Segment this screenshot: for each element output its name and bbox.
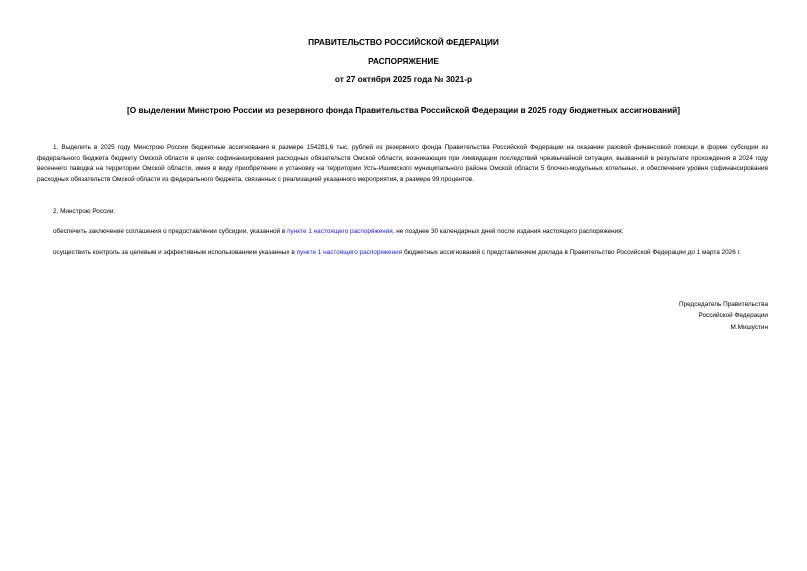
signature-position-2: Российской Федерации xyxy=(698,312,768,320)
signature-name: М.Мишустин xyxy=(730,323,768,331)
paragraph-item-1: 1. Выделить в 2025 году Минстрою России бюджетные ассигнования в размере 154281,6 тыс. рублей из резервного фонда Правительства Российской Федерации на оказание разовой финансовой помощи в форме субсидии из федерального бюджета бюджету Омской области в целях софинансирования расходных обязательств Омской области, возникающих при ликвидации последствий чрезвычайной ситуации, вызванной в результате прохождения в 2024 году весеннего паводка на территории Омской области, имея в виду приобретение и установку на территории Усть-Ишимского муниципального района Омской области 5 блочно-модульных котельных, и обеспечения уровня софинансирования расходных обязательств Омской области из федерального бюджета, связанных с реализацией указанного мероприятия, в размере 99 процентов. xyxy=(37,144,768,183)
organization-title: ПРАВИТЕЛЬСТВО РОССИЙСКОЙ ФЕДЕРАЦИИ xyxy=(308,37,499,47)
link-item-1-reference[interactable]: пункте 1 настоящего распоряжения xyxy=(287,228,393,235)
paragraph-item-2b xyxy=(37,248,768,259)
paragraph-item-2b-text-before: осуществить контроль за целевым и эффективным использованием указанных в xyxy=(53,249,297,256)
paragraph-item-2: 2. Минстрою России: xyxy=(53,208,116,215)
link-item-1-reference-2[interactable]: пункте 1 настоящего распоряжения xyxy=(296,249,403,256)
paragraph-item-2a xyxy=(37,227,768,238)
paragraph-item-2a-text-after: , не позднее 30 календарных дней после издания настоящего распоряжения; xyxy=(392,228,624,235)
signature-position: Председатель Правительства xyxy=(679,301,768,308)
paragraph-item-2a-text-before: обеспечить заключение соглашения о предоставлении субсидии, указанной в xyxy=(53,228,288,235)
document-date-number: от 27 октября 2025 года № 3021-р xyxy=(334,74,473,84)
signature-block xyxy=(679,299,768,333)
document-subject: [О выделении Минстрою России из резервного фонда Правительства Российской Федерации в 2025 году бюджетных ассигнований] xyxy=(126,105,681,115)
document-type: РАСПОРЯЖЕНИЕ xyxy=(368,56,439,66)
paragraph-item-2b-text-after: бюджетных ассигнований с представлением доклада в Правительство Российской Федерации до 1 марта 2026 г. xyxy=(402,249,741,256)
